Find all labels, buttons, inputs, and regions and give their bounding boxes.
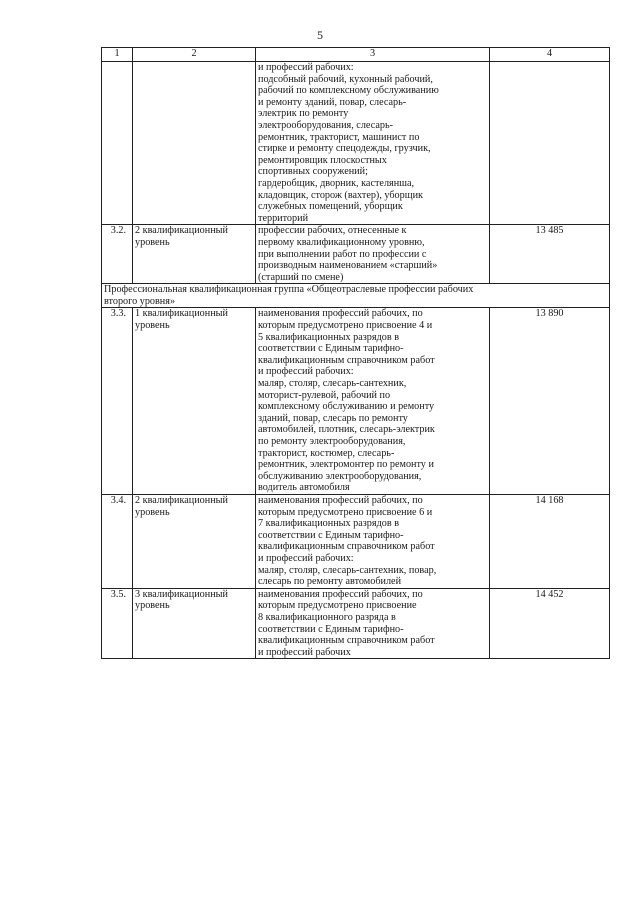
table-row [102, 494, 610, 588]
profession-description-line: и профессий рабочих: [258, 552, 354, 564]
profession-description-line: и профессий рабочих: [258, 366, 354, 378]
qualification-level-line: 2 квалификационный [135, 225, 228, 237]
header-cell-4: 4 [490, 48, 610, 62]
profession-description-line: обслуживанию электрооборудования, [258, 470, 422, 482]
profession-description-line: первому квалификационному уровню, [258, 236, 425, 248]
profession-description-line: зданий, повар, слесарь по ремонту [258, 412, 408, 424]
profession-description-line: 8 квалификационного разряда в [258, 611, 396, 623]
group-heading-row [102, 284, 610, 308]
qualification-level [133, 588, 256, 659]
profession-description-line: и профессий рабочих: [258, 62, 354, 73]
qualification-level-line: 3 квалификационный [135, 588, 228, 600]
salary-value: 13 890 [490, 308, 610, 495]
table-row [102, 588, 610, 659]
header-cell-3: 3 [256, 48, 490, 62]
qualification-level-line: 1 квалификационный [135, 308, 228, 320]
profession-description-line: 7 квалификационных разрядов в [258, 518, 400, 530]
profession-description-line: производным наименованием «старший» [258, 260, 438, 272]
profession-description-line: маляр, столяр, слесарь-сантехник, [258, 378, 407, 390]
profession-description-line: электрик по ремонту [258, 108, 349, 120]
qualification-level [133, 308, 256, 495]
profession-description-line: стирке и ремонту спецодежды, грузчик, [258, 143, 431, 155]
row-number: 3.3. [102, 308, 133, 495]
qualification-level-line: уровень [135, 506, 170, 518]
profession-description-line: ремонтник, тракторист, машинист по [258, 131, 420, 143]
profession-description-line: служебных помещений, уборщик [258, 201, 403, 213]
profession-description-line: при выполнении работ по профессии с [258, 248, 427, 260]
profession-description-line: наименования профессий рабочих, по [258, 308, 423, 320]
profession-description-line: (старший по смене) [258, 271, 344, 283]
profession-description-line: профессии рабочих, отнесенные к [258, 225, 407, 237]
profession-description [256, 588, 490, 659]
group-heading [102, 284, 610, 308]
qualification-level-line: уровень [135, 236, 170, 248]
profession-description-line: которым предусмотрено присвоение [258, 600, 417, 612]
qualification-table [101, 47, 610, 659]
page-number: 5 [317, 28, 323, 42]
table-header-row [102, 48, 610, 62]
profession-description-line: которым предусмотрено присвоение 4 и [258, 320, 433, 332]
qualification-level-line: уровень [135, 320, 170, 332]
profession-description [256, 225, 490, 284]
table-row [102, 308, 610, 495]
profession-description-line: квалификационным справочником работ [258, 541, 435, 553]
table-row [102, 62, 610, 225]
profession-description-line: тракторист, костюмер, слесарь- [258, 447, 395, 459]
profession-description-line: соответствии с Единым тарифно- [258, 529, 404, 541]
profession-description-line: соответствии с Единым тарифно- [258, 623, 404, 635]
table-body [102, 48, 610, 659]
profession-description-line: рабочий по комплексному обслуживанию [258, 85, 439, 97]
row-number: 3.5. [102, 588, 133, 659]
qualification-level [133, 62, 256, 225]
qualification-level [133, 225, 256, 284]
qualification-level-line: уровень [135, 600, 170, 612]
profession-description-line: наименования профессий рабочих, по [258, 494, 423, 506]
row-number [102, 62, 133, 225]
profession-description-line: кладовщик, сторож (вахтер), уборщик [258, 189, 423, 201]
profession-description-line: наименования профессий рабочих, по [258, 588, 423, 600]
profession-description-line: комплексному обслуживанию и ремонту [258, 401, 435, 413]
profession-description [256, 494, 490, 588]
salary-value [490, 62, 610, 225]
table-row [102, 225, 610, 284]
profession-description-line: автомобилей, плотник, слесарь-электрик [258, 424, 435, 436]
profession-description-line: электрооборудования, слесарь- [258, 119, 393, 131]
profession-description-line: и профессий рабочих [258, 646, 351, 658]
profession-description-line: ремонтировщик плоскостных [258, 154, 387, 166]
profession-description-line: водитель автомобиля [258, 482, 350, 494]
profession-description-line: моторист-рулевой, рабочий по [258, 389, 391, 401]
profession-description-line: спортивных сооружений; [258, 166, 368, 178]
salary-value: 14 168 [490, 494, 610, 588]
profession-description-line: территорий [258, 212, 309, 224]
profession-description-line: по ремонту электрооборудования, [258, 436, 406, 447]
profession-description [256, 308, 490, 495]
profession-description-line: слесарь по ремонту автомобилей [258, 576, 402, 588]
group-heading-line: второго уровня» [104, 295, 176, 307]
profession-description-line: и ремонту зданий, повар, слесарь- [258, 96, 407, 108]
profession-description-line: соответствии с Единым тарифно- [258, 343, 404, 355]
row-number: 3.4. [102, 494, 133, 588]
qualification-level [133, 494, 256, 588]
header-cell-2: 2 [133, 48, 256, 62]
profession-description-line: маляр, столяр, слесарь-сантехник, повар, [258, 564, 437, 576]
row-number: 3.2. [102, 225, 133, 284]
header-cell-1: 1 [102, 48, 133, 62]
profession-description-line: 5 квалификационных разрядов в [258, 331, 400, 343]
qualification-level-line: 2 квалификационный [135, 494, 228, 506]
salary-value: 13 485 [490, 225, 610, 284]
profession-description-line: подсобный рабочий, кухонный рабочий, [258, 73, 433, 85]
profession-description-line: гардеробщик, дворник, кастелянша, [258, 177, 415, 189]
salary-value: 14 452 [490, 588, 610, 659]
profession-description-line: ремонтник, электромонтер по ремонту и [258, 459, 434, 471]
profession-description-line: которым предусмотрено присвоение 6 и [258, 506, 433, 518]
profession-description-line: квалификационным справочником работ [258, 354, 435, 366]
profession-description [256, 62, 490, 225]
group-heading-line: Профессиональная квалификационная группа «Общеотраслевые профессии рабочих [104, 284, 474, 296]
profession-description-line: квалификационным справочником работ [258, 635, 435, 647]
